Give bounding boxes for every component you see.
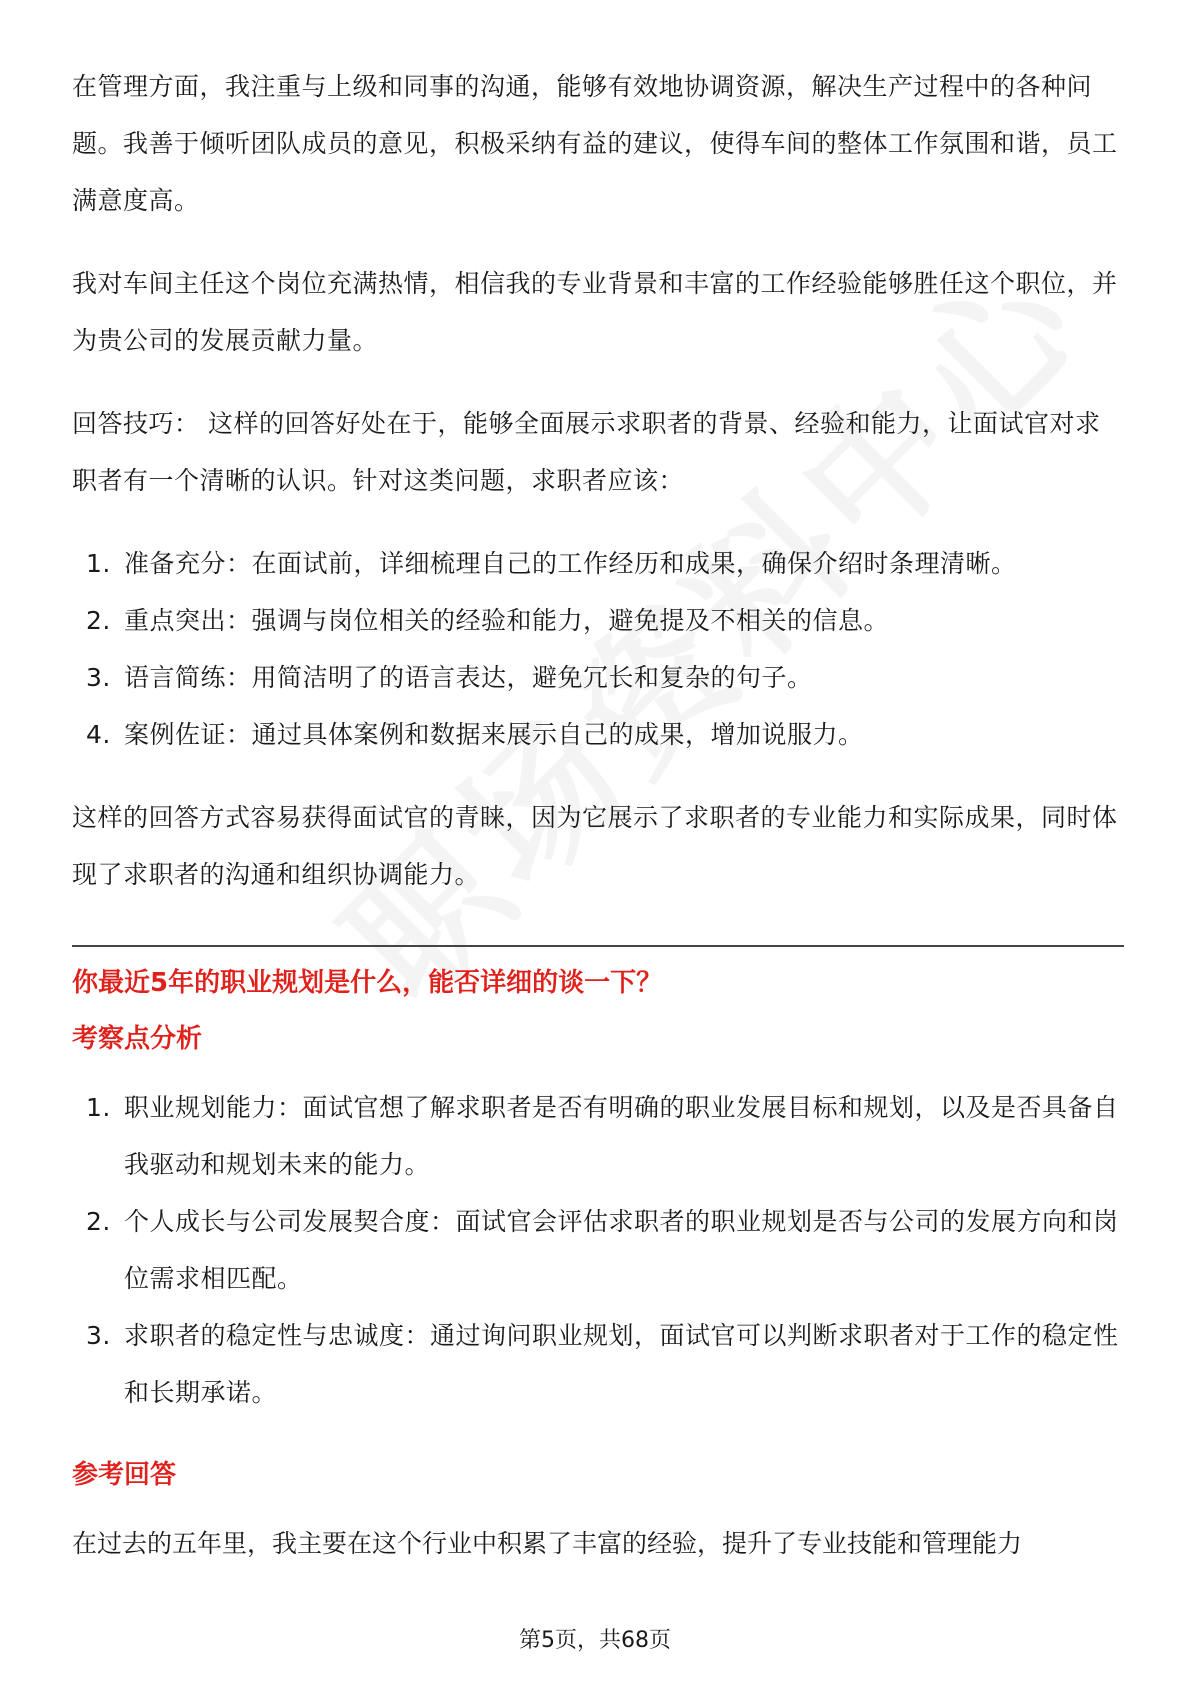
list-number: 3.	[86, 663, 111, 692]
list-number: 2.	[86, 1207, 111, 1236]
page-footer	[0, 1626, 1190, 1656]
list-number: 4.	[86, 720, 111, 749]
reference-heading: 参考回答	[72, 1460, 177, 1490]
list-text: 个人成长与公司发展契合度：面试官会评估求职者的职业规划是否与公司的发展方向和岗位需求相匹配。	[124, 1207, 1119, 1293]
list-item	[72, 1307, 1122, 1421]
list-text: 准备充分：在面试前，详细梳理自己的工作经历和成果，确保介绍时条理清晰。	[124, 549, 1017, 578]
reference-answer-cut-line: 在过去的五年里，我主要在这个行业中积累了丰富的经验，提升了专业技能和管理能力	[72, 1529, 1023, 1558]
list-text: 职业规划能力：面试官想了解求职者是否有明确的职业发展目标和规划，以及是否具备自我驱动和规划未来的能力。	[124, 1093, 1119, 1179]
list-item	[72, 1079, 1122, 1193]
list-text: 案例佐证：通过具体案例和数据来展示自己的成果，增加说服力。	[124, 720, 864, 749]
list-item	[72, 649, 1122, 706]
list-text: 重点突出：强调与岗位相关的经验和能力，避免提及不相关的信息。	[124, 606, 890, 635]
list-number: 2.	[86, 606, 111, 635]
question-heading: 你最近5年的职业规划是什么，能否详细的谈一下？	[72, 968, 663, 998]
section-divider	[72, 945, 1124, 947]
list-item	[72, 535, 1122, 592]
page-content	[72, 58, 1122, 1558]
list-item	[72, 706, 1122, 763]
paragraph-management: 在管理方面，我注重与上级和同事的沟通，能够有效地协调资源，解决生产过程中的各种问题。我善于倾听团队成员的意见，积极采纳有益的建议，使得车间的整体工作氛围和谐，员工满意度高。	[72, 72, 1118, 215]
paragraph-answer-tips: 回答技巧： 这样的回答好处在于，能够全面展示求职者的背景、经验和能力，让面试官对求职者有一个清晰的认识。针对这类问题，求职者应该：	[72, 409, 1101, 495]
tips-list	[72, 535, 1122, 763]
paragraph-passion: 我对车间主任这个岗位充满热情，相信我的专业背景和丰富的工作经验能够胜任这个职位，并为贵公司的发展贡献力量。	[72, 269, 1118, 355]
list-text: 语言简练：用简洁明了的语言表达，避免冗长和复杂的句子。	[124, 663, 813, 692]
page-number: 第5页，共68页	[515, 1628, 675, 1653]
analysis-heading: 考察点分析	[72, 1024, 203, 1054]
list-number: 1.	[86, 549, 111, 578]
analysis-list	[72, 1079, 1122, 1421]
list-text: 求职者的稳定性与忠诚度：通过询问职业规划，面试官可以判断求职者对于工作的稳定性和长期承诺。	[124, 1321, 1119, 1407]
paragraph-summary: 这样的回答方式容易获得面试官的青睐，因为它展示了求职者的专业能力和实际成果，同时体现了求职者的沟通和组织协调能力。	[72, 803, 1118, 889]
list-number: 3.	[86, 1321, 111, 1350]
list-item	[72, 1193, 1122, 1307]
list-item	[72, 592, 1122, 649]
list-number: 1.	[86, 1093, 111, 1122]
